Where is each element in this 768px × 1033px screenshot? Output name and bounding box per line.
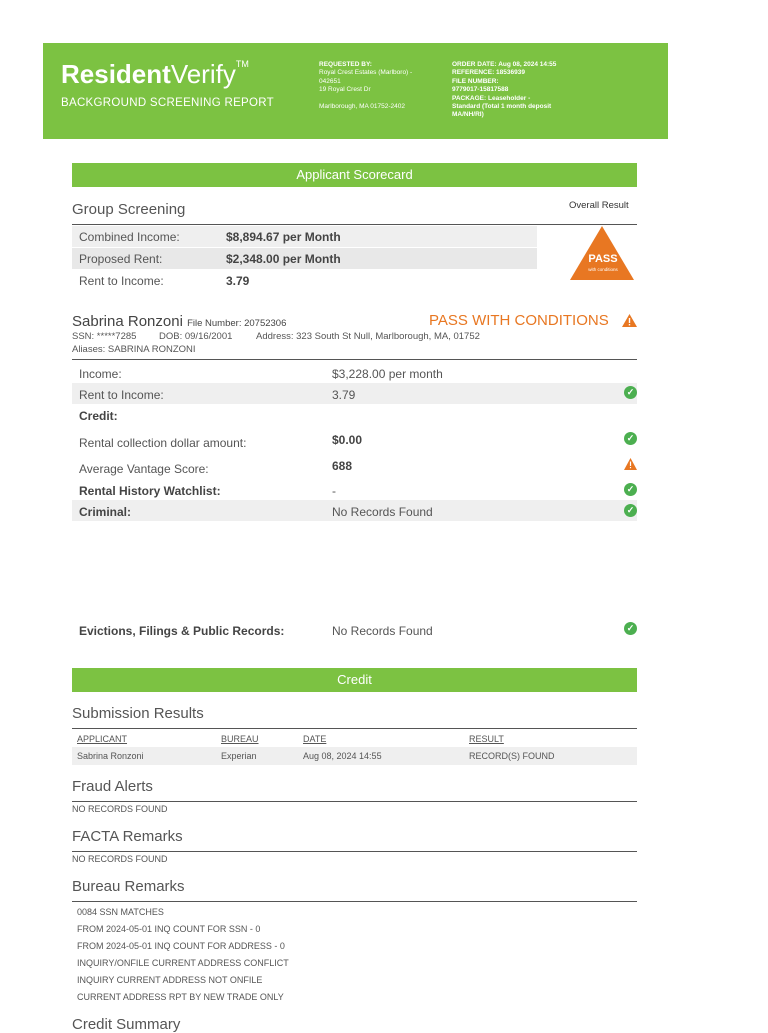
report-subtitle: BACKGROUND SCREENING REPORT	[61, 97, 274, 109]
submission-results-title: Submission Results	[72, 705, 204, 722]
bureau-remark-line: FROM 2024-05-01 INQ COUNT FOR ADDRESS - 0	[77, 941, 285, 951]
combined-income-label: Combined Income:	[79, 230, 180, 244]
warning-triangle-icon	[622, 314, 637, 327]
divider	[72, 224, 637, 225]
divider	[72, 359, 637, 360]
facta-remarks-title: FACTA Remarks	[72, 828, 183, 845]
cell-applicant: Sabrina Ronzoni	[77, 751, 144, 761]
rent-to-income-value: 3.79	[226, 274, 250, 288]
income-label: Income:	[79, 367, 122, 381]
pass-badge-text: PASS	[588, 253, 618, 265]
credit-label: Credit:	[79, 409, 118, 423]
applicant-ssn: SSN: *****7285	[72, 331, 137, 342]
bureau-remark-line: INQUIRY/ONFILE CURRENT ADDRESS CONFLICT	[77, 958, 289, 968]
col-applicant: APPLICANT	[77, 734, 128, 744]
bureau-remark-line: 0084 SSN MATCHES	[77, 907, 164, 917]
facta-remarks-text: NO RECORDS FOUND	[72, 854, 168, 864]
fraud-alerts-text: NO RECORDS FOUND	[72, 804, 168, 814]
pass-badge-icon	[570, 226, 634, 280]
cell-result: RECORD(S) FOUND	[469, 751, 555, 761]
vantage-label: Average Vantage Score:	[79, 462, 209, 476]
evictions-label: Evictions, Filings & Public Records:	[79, 624, 285, 638]
check-circle-icon: ✓	[624, 622, 637, 635]
rent-to-income-label: Rent to Income:	[79, 274, 164, 288]
watchlist-label: Rental History Watchlist:	[79, 484, 221, 498]
income-value: $3,228.00 per month	[332, 367, 443, 381]
vantage-value: 688	[332, 459, 353, 473]
applicant-heading: Sabrina Ronzoni File Number: 20752306	[72, 313, 287, 330]
rti-label: Rent to Income:	[79, 388, 164, 402]
check-circle-icon: ✓	[624, 432, 637, 445]
applicant-aliases: Aliases: SABRINA RONZONI	[72, 344, 196, 355]
bureau-remark-line: CURRENT ADDRESS RPT BY NEW TRADE ONLY	[77, 992, 284, 1002]
divider	[72, 851, 637, 852]
watchlist-value: -	[332, 484, 336, 498]
rental-collection-label: Rental collection dollar amount:	[79, 436, 247, 450]
applicant-result: PASS WITH CONDITIONS	[429, 312, 609, 329]
col-bureau: BUREAU	[221, 734, 259, 744]
bureau-remark-line: FROM 2024-05-01 INQ COUNT FOR SSN - 0	[77, 924, 261, 934]
bureau-remark-line: INQUIRY CURRENT ADDRESS NOT ONFILE	[77, 975, 263, 985]
warning-triangle-icon	[624, 458, 637, 470]
overall-result-label: Overall Result	[569, 200, 629, 211]
group-screening-title: Group Screening	[72, 201, 186, 218]
divider	[72, 728, 637, 729]
rti-value: 3.79	[332, 388, 356, 402]
criminal-value: No Records Found	[332, 505, 433, 519]
criminal-label: Criminal:	[79, 505, 132, 519]
check-circle-icon: ✓	[624, 483, 637, 496]
applicant-dob: DOB: 09/16/2001	[159, 331, 233, 342]
scorecard-title-bar: Applicant Scorecard	[72, 163, 637, 187]
divider	[72, 801, 637, 802]
report-header	[43, 43, 668, 139]
proposed-rent-value: $2,348.00 per Month	[226, 252, 341, 266]
combined-income-value: $8,894.67 per Month	[226, 230, 341, 244]
col-result: RESULT	[469, 734, 504, 744]
check-circle-icon: ✓	[624, 386, 637, 399]
pass-badge-subtext: with conditions	[588, 267, 618, 272]
evictions-value: No Records Found	[332, 624, 433, 638]
col-date: DATE	[303, 734, 327, 744]
divider	[72, 901, 637, 902]
check-circle-icon: ✓	[624, 504, 637, 517]
credit-summary-title: Credit Summary	[72, 1016, 181, 1033]
rental-collection-value: $0.00	[332, 433, 363, 447]
order-info-block: ORDER DATE: Aug 08, 2024 14:55 REFERENCE: 18536939 FILE NUMBER: 9779017-15817588 PACKAGE: Leaseholder - Standard (Total 1 month deposit MA/NH/RI)	[452, 61, 557, 119]
cell-date: Aug 08, 2024 14:55	[303, 751, 382, 761]
proposed-rent-label: Proposed Rent:	[79, 252, 163, 266]
bureau-remarks-title: Bureau Remarks	[72, 878, 185, 895]
cell-bureau: Experian	[221, 751, 257, 761]
brand-logo: ResidentVerify™	[61, 59, 249, 89]
credit-title-bar: Credit	[72, 668, 637, 692]
applicant-address: Address: 323 South St Null, Marlborough, MA, 01752	[256, 331, 480, 342]
requested-by-block: REQUESTED BY: Royal Crest Estates (Marlboro) - 042651 19 Royal Crest Dr Marlborough, MA 01752-2402	[319, 61, 413, 111]
fraud-alerts-title: Fraud Alerts	[72, 778, 153, 795]
